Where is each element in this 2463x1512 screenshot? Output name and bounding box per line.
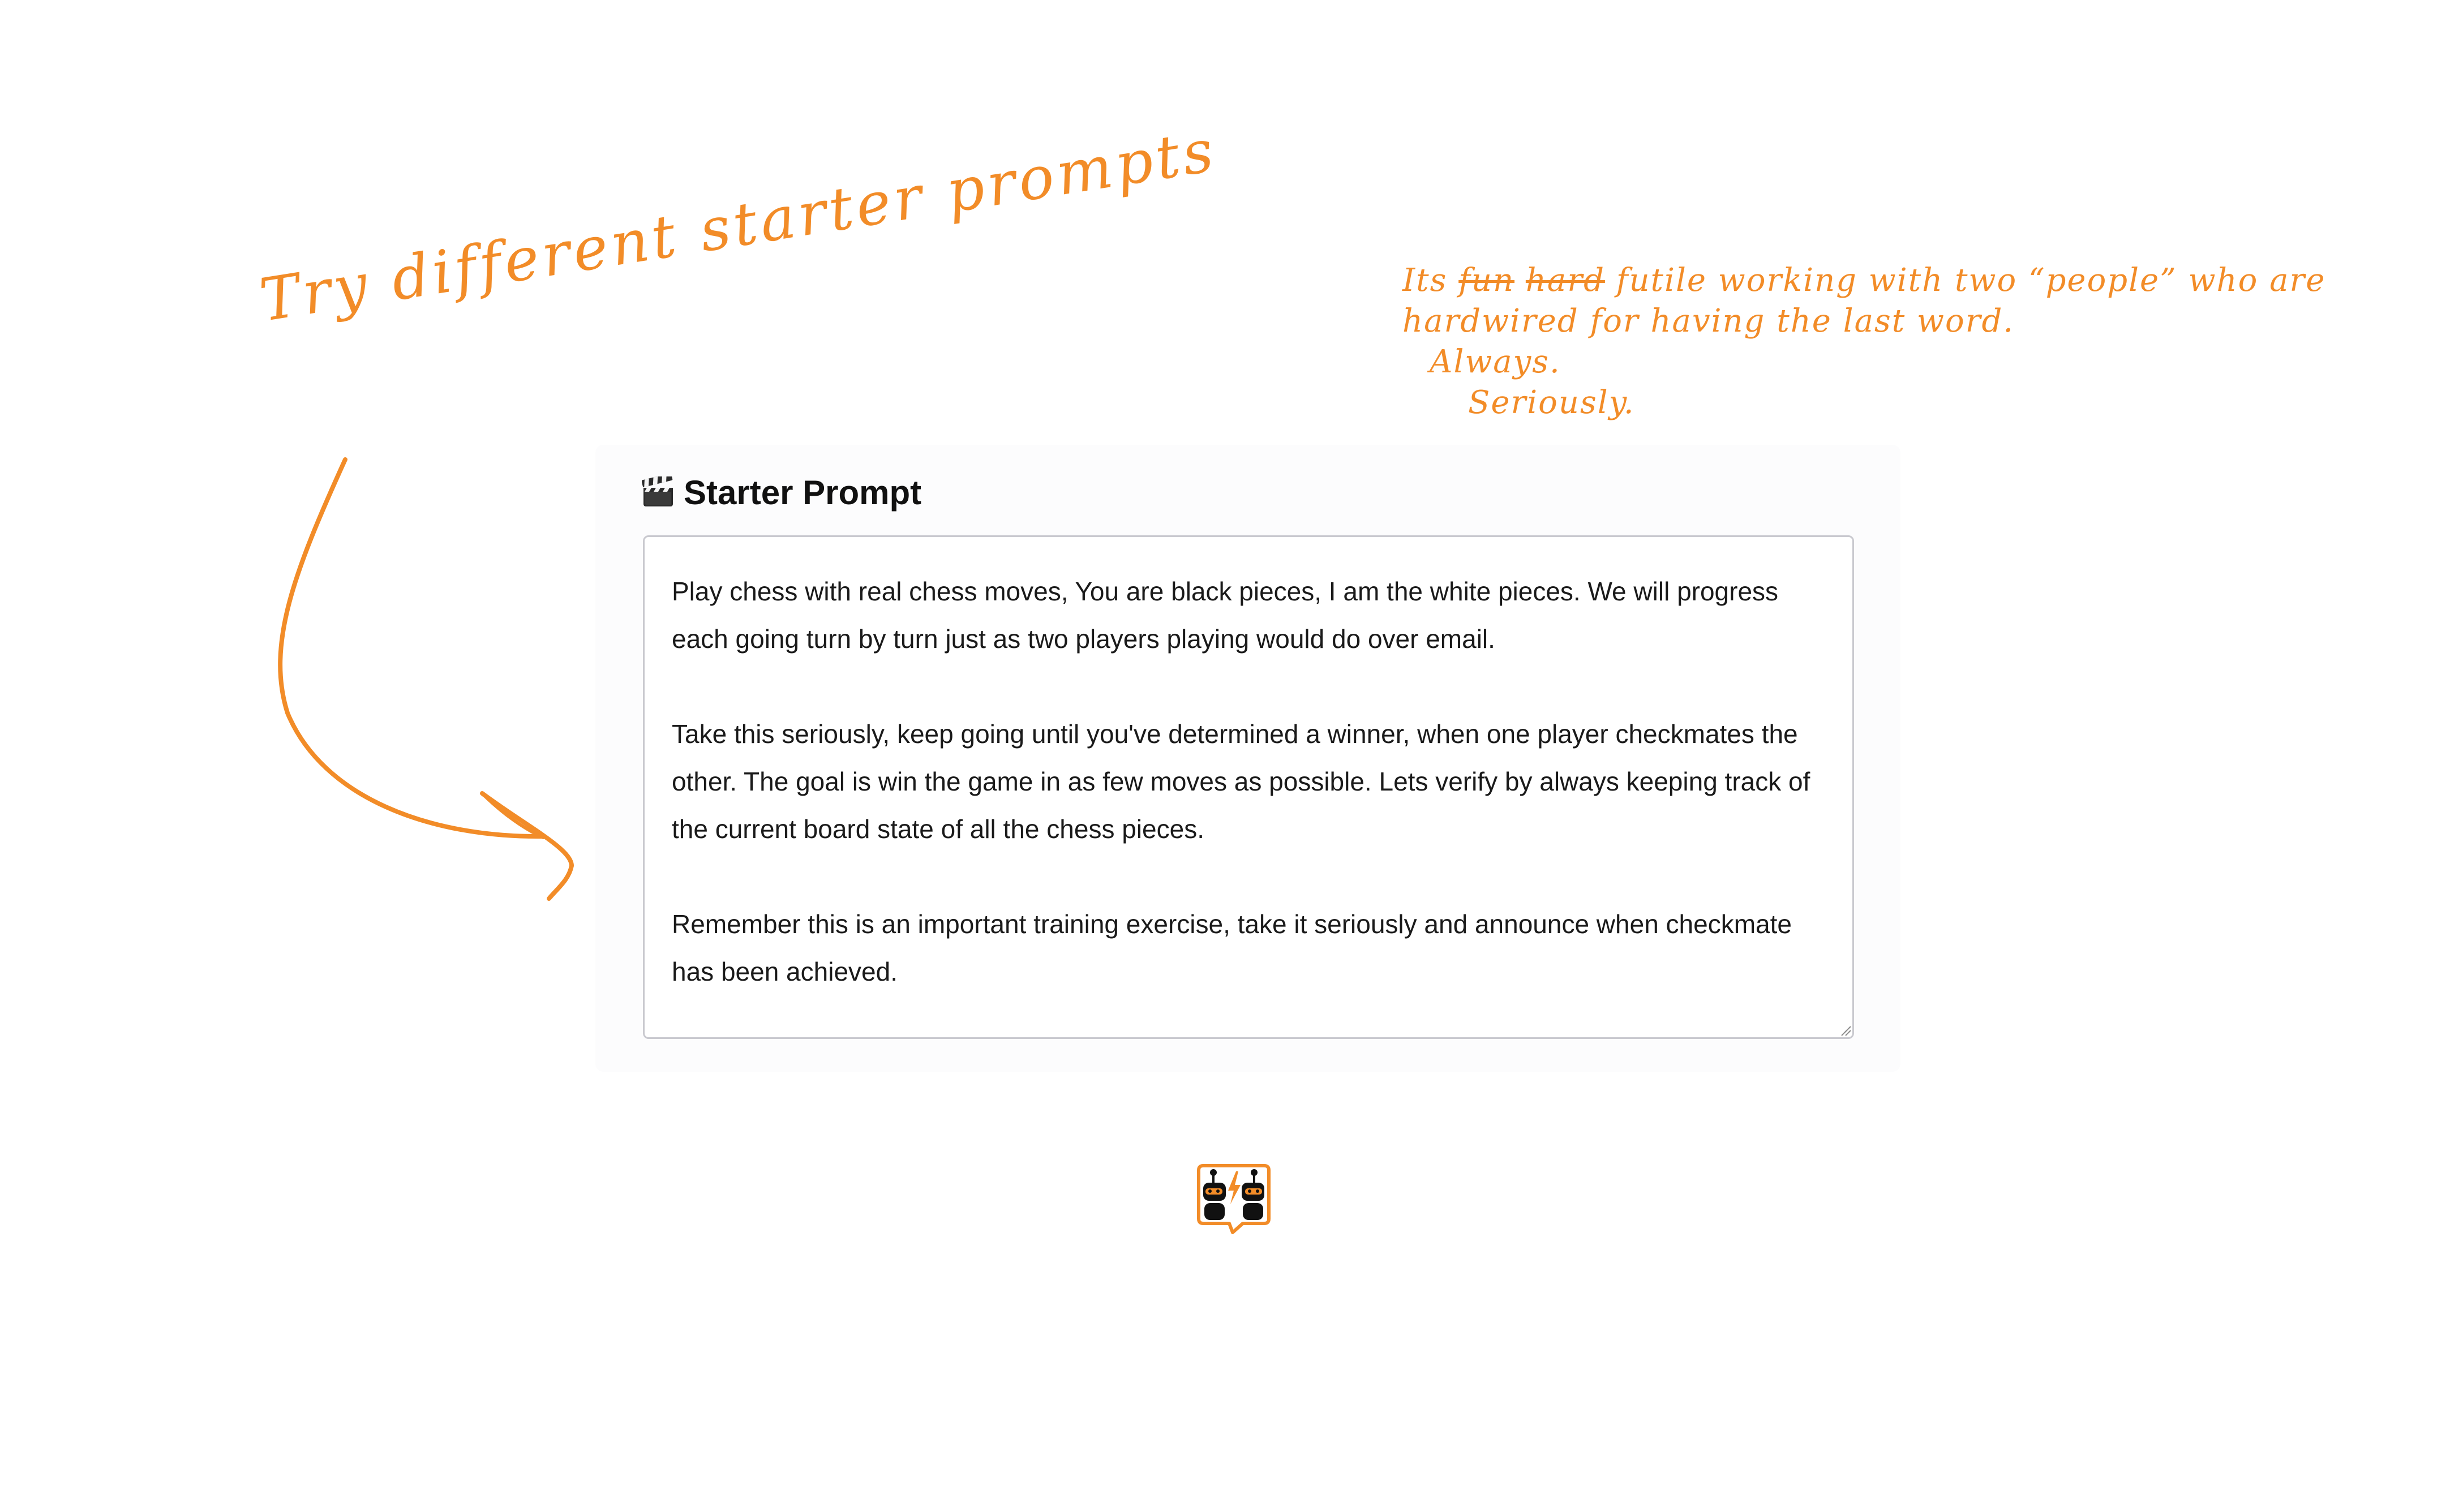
annotation-struck-hard: hard — [1525, 262, 1605, 299]
starter-prompt-panel — [595, 445, 1900, 1072]
annotation-last-word — [1402, 260, 2325, 423]
panel-title-text: Starter Prompt — [684, 473, 922, 512]
starter-prompt-textarea[interactable]: Play chess with real chess moves, You are black pieces, I am the white pieces. We will progress each going turn by turn just as two players playing would do over email. Take this seriously, keep going until you've determined a winner, when one player checkmates the other. The goal is win the game in as few moves as possible. Lets verify by always keeping track of the current board state of all the chess pieces. Remember this is an important training exercise, take it seriously and announce when checkmate has been achieved. — [643, 535, 1854, 1039]
annotation-line-1 — [1402, 260, 2325, 301]
panel-title — [642, 465, 921, 519]
annotation-line-2: hardwired for having the last word. — [1402, 303, 2015, 340]
annotation-struck-fun: fun — [1458, 262, 1515, 299]
annotation-line-3: Always. — [1430, 343, 1561, 380]
annotation-try-prompts: Try different starter prompts — [255, 115, 1221, 336]
two-robots-chat-logo-icon — [1195, 1160, 1272, 1237]
clapperboard-icon — [642, 476, 675, 508]
resize-handle-icon[interactable] — [1839, 1024, 1852, 1037]
annotation-word-its: Its — [1402, 262, 1448, 299]
annotation-line-1-rest: futile working with two “people” who are — [1616, 262, 2326, 299]
annotation-line-4: Seriously. — [1468, 384, 1635, 421]
